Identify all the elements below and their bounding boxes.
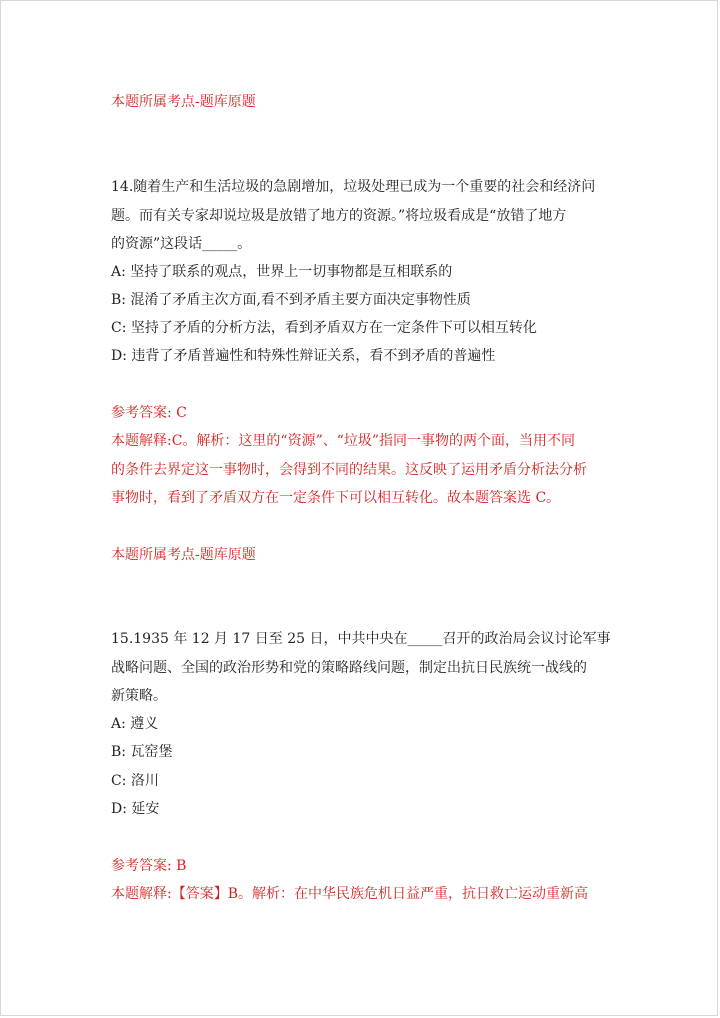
question-14-option-c: C: 坚持了矛盾的分析方法，看到矛盾双方在一定条件下可以相互转化 bbox=[111, 320, 537, 336]
question-14-explanation-line: 本题解释:C。解析：这里的“资源”、“垃圾”指同一事物的两个面，当用不同 bbox=[111, 433, 576, 449]
topic-label: 本题所属考点-题库原题 bbox=[111, 94, 256, 110]
topic-label: 本题所属考点-题库原题 bbox=[111, 547, 256, 563]
question-14-explanation-line: 事物时，看到了矛盾双方在一定条件下可以相互转化。故本题答案选 C。 bbox=[111, 490, 561, 506]
question-14-option-b: B: 混淆了矛盾主次方面,看不到矛盾主要方面决定事物性质 bbox=[111, 292, 471, 308]
question-14-stem-line: 14.随着生产和生活垃圾的急剧增加，垃圾处理已成为一个重要的社会和经济问 bbox=[111, 179, 596, 195]
question-15-option-d: D: 延安 bbox=[111, 801, 160, 817]
question-14-stem-line: 题。而有关专家却说垃圾是放错了地方的资源。”将垃圾看成是“放错了地方 bbox=[111, 208, 567, 224]
question-14-stem-line: 的资源”这段话_____。 bbox=[111, 236, 252, 252]
question-15-option-a: A: 遵义 bbox=[111, 716, 159, 732]
question-15-stem-line: 15.1935 年 12 月 17 日至 25 日，中共中央在_____召开的政治局会议讨论军事 bbox=[111, 631, 611, 647]
question-14-option-d: D: 违背了矛盾普遍性和特殊性辩证关系，看不到矛盾的普遍性 bbox=[111, 348, 496, 364]
question-14-explanation-line: 的条件去界定这一事物时，会得到不同的结果。这反映了运用矛盾分析法分析 bbox=[111, 462, 587, 478]
question-14-option-a: A: 坚持了联系的观点，世界上一切事物都是互相联系的 bbox=[111, 264, 453, 280]
question-15-option-c: C: 洛川 bbox=[111, 773, 159, 789]
question-15-answer: 参考答案: B bbox=[111, 858, 187, 874]
question-15-stem-line: 新策略。 bbox=[111, 688, 167, 704]
question-15-stem-line: 战略问题、全国的政治形势和党的策略路线问题，制定出抗日民族统一战线的 bbox=[111, 660, 587, 676]
question-14-answer: 参考答案: C bbox=[111, 405, 187, 421]
question-15-explanation-line: 本题解释:【答案】B。解析：在中华民族危机日益严重，抗日救亡运动重新高 bbox=[111, 886, 589, 902]
question-15-option-b: B: 瓦窑堡 bbox=[111, 744, 173, 760]
